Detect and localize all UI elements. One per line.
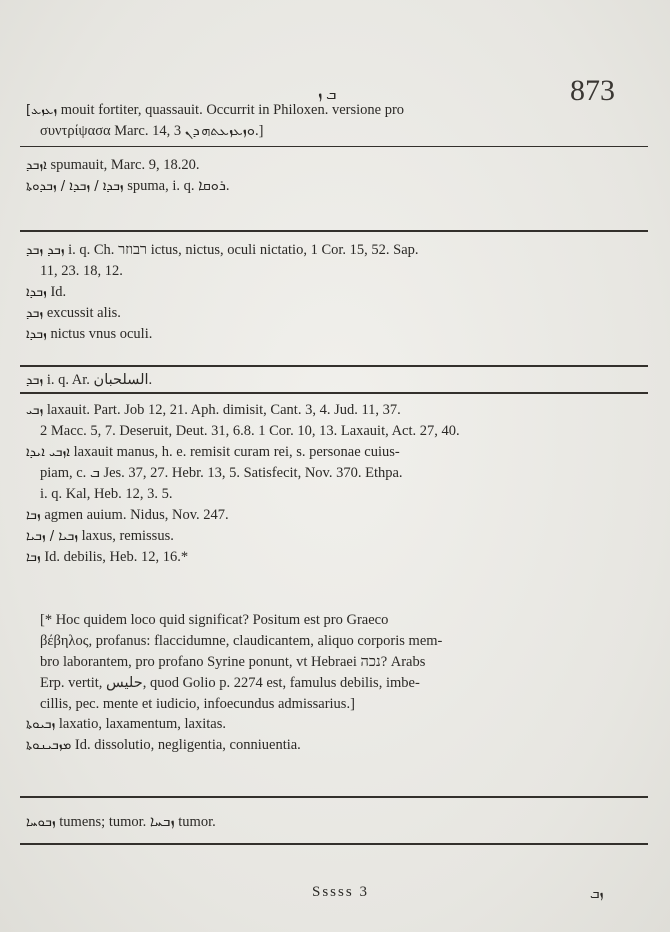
entry-text: laxus, remissus. bbox=[77, 528, 174, 544]
entry-line bbox=[26, 176, 230, 197]
entry-text: 11, 23. 18, 12. bbox=[40, 263, 123, 279]
entry-text: laxatio, laxamentum, laxitas. bbox=[55, 716, 226, 732]
entry-line bbox=[26, 370, 152, 391]
entry-text: 2 Macc. 5, 7. Deseruit, Deut. 31, 6.8. 1 Cor. 10, 13. Laxauit, Act. 27, 40. bbox=[40, 423, 460, 439]
syriac-headword: ܙܒܕ bbox=[26, 306, 44, 321]
page-number: 873 bbox=[570, 74, 615, 107]
divider bbox=[20, 146, 648, 147]
entry-text: spumauit, Marc. 9, 18.20. bbox=[46, 157, 200, 173]
entry-line bbox=[40, 694, 355, 715]
divider bbox=[20, 392, 648, 394]
entry-line bbox=[26, 442, 400, 463]
entry-line bbox=[26, 526, 174, 547]
entry-line bbox=[40, 484, 173, 505]
entry-text: laxauit manus, h. e. remisit curam rei, s. personae cuius- bbox=[69, 444, 400, 460]
entry-text: cillis, pec. mente et iudicio, infoecundus admissarius.] bbox=[40, 696, 355, 712]
entry-line bbox=[26, 155, 199, 176]
entry-line bbox=[26, 282, 66, 303]
entry-text: Id. debilis, Heb. 12, 16.* bbox=[40, 549, 189, 565]
running-head: ܒ ܙ bbox=[318, 87, 337, 103]
entry-line bbox=[40, 652, 425, 673]
entry-text: Id. dissolutio, negligentia, conniuentia. bbox=[71, 737, 301, 753]
divider bbox=[20, 796, 648, 798]
syriac-headword: ܙܒܕܐ bbox=[26, 285, 47, 300]
entry-text: mouit fortiter, quassauit. Occurrit in Philoxen. versione pro bbox=[57, 102, 405, 118]
entry-text: Id. bbox=[46, 284, 67, 300]
entry-line bbox=[26, 812, 216, 833]
syriac-headword: ܙܒܘܚܐ bbox=[26, 815, 56, 830]
entry-text: laxauit. Part. Job 12, 21. Aph. dimisit, Cant. 3, 4. Jud. 11, 37. bbox=[43, 402, 401, 418]
entry-line bbox=[40, 463, 403, 484]
entry-text: i. q. Kal, Heb. 12, 3. 5. bbox=[40, 486, 173, 502]
syriac-headword: [ܙܥܙܥ bbox=[26, 103, 58, 118]
entry-line bbox=[40, 631, 442, 652]
entry-line bbox=[26, 240, 419, 261]
syriac-headword: ܙܒܐ bbox=[26, 550, 41, 565]
entry-line bbox=[26, 100, 404, 121]
syriac-headword: ܙܒܝܐ / ܙܒܝܐ bbox=[26, 529, 78, 544]
entry-text: tumens; tumor. ܙܒܚܐ tumor. bbox=[55, 814, 216, 830]
entry-line bbox=[40, 261, 123, 282]
syriac-headword: ܙܒܕ ܙܒܕ bbox=[26, 243, 65, 258]
syriac-headword: ܙܒܝ bbox=[26, 403, 44, 418]
syriac-headword: ܙܒܕܐ bbox=[26, 327, 47, 342]
entry-text: bro laborantem, pro profano Syrine ponunt, vt Hebraei נכה? Arabs bbox=[40, 654, 426, 670]
entry-line bbox=[26, 735, 301, 756]
entry-line bbox=[40, 610, 388, 631]
syriac-headword: ܙܒܝܘܬܐ bbox=[26, 717, 56, 732]
syriac-headword: ܡܙܒܝܢܘܬܐ bbox=[26, 738, 72, 753]
entry-line bbox=[26, 714, 226, 735]
catchword: ܙܒ bbox=[590, 886, 604, 902]
entry-text: βέβηλος, profanus: flaccidumne, claudicantem, aliquo corporis mem- bbox=[40, 633, 443, 649]
entry-text: excussit alis. bbox=[43, 305, 121, 321]
syriac-headword: ܙܒܕ bbox=[26, 373, 44, 388]
entry-line bbox=[26, 400, 401, 421]
signature-mark: Sssss 3 bbox=[312, 884, 369, 900]
entry-text: [* Hoc quidem loco quid significat? Positum est pro Graeco bbox=[40, 612, 389, 628]
entry-line bbox=[40, 673, 420, 694]
entry-line bbox=[40, 421, 460, 442]
syriac-headword: ܐܙܒܝ ܐܝܕܐ bbox=[26, 445, 70, 460]
entry-text: συντρίψασα Marc. 14, 3 ܘܙܥܙܥܬܗ ܕܢ.] bbox=[40, 123, 264, 139]
entry-text: i. q. Ch. רבוזר ictus, nictus, oculi nictatio, 1 Cor. 15, 52. Sap. bbox=[64, 242, 419, 258]
entry-line bbox=[26, 505, 229, 526]
entry-text: agmen auium. Nidus, Nov. 247. bbox=[40, 507, 229, 523]
divider bbox=[20, 365, 648, 367]
entry-line bbox=[40, 121, 263, 142]
entry-line bbox=[26, 324, 152, 345]
entry-text: spuma, i. q. ܪܘܩܐ. bbox=[123, 178, 230, 194]
entry-text: piam, c. ܒ Jes. 37, 27. Hebr. 13, 5. Satisfecit, Nov. 370. Ethpa. bbox=[40, 465, 403, 481]
syriac-headword: ܙܒܐ bbox=[26, 508, 41, 523]
entry-line bbox=[26, 303, 121, 324]
syriac-headword: ܙܒܕܐ / ܙܒܕܐ / ܙܒܕܘܬܐ bbox=[26, 179, 124, 194]
syriac-headword: ܐܙܒܕ bbox=[26, 158, 47, 173]
divider bbox=[20, 230, 648, 232]
entry-line bbox=[26, 547, 188, 568]
entry-text: i. q. Ar. اﻟﺴﻠﺤﺒﺎن. bbox=[43, 372, 153, 388]
entry-text: nictus vnus oculi. bbox=[46, 326, 153, 342]
divider bbox=[20, 843, 648, 845]
entry-text: Erp. vertit, ﺣﻠﻴﺲ, quod Golio p. 2274 est, famulus debilis, imbe- bbox=[40, 675, 420, 691]
